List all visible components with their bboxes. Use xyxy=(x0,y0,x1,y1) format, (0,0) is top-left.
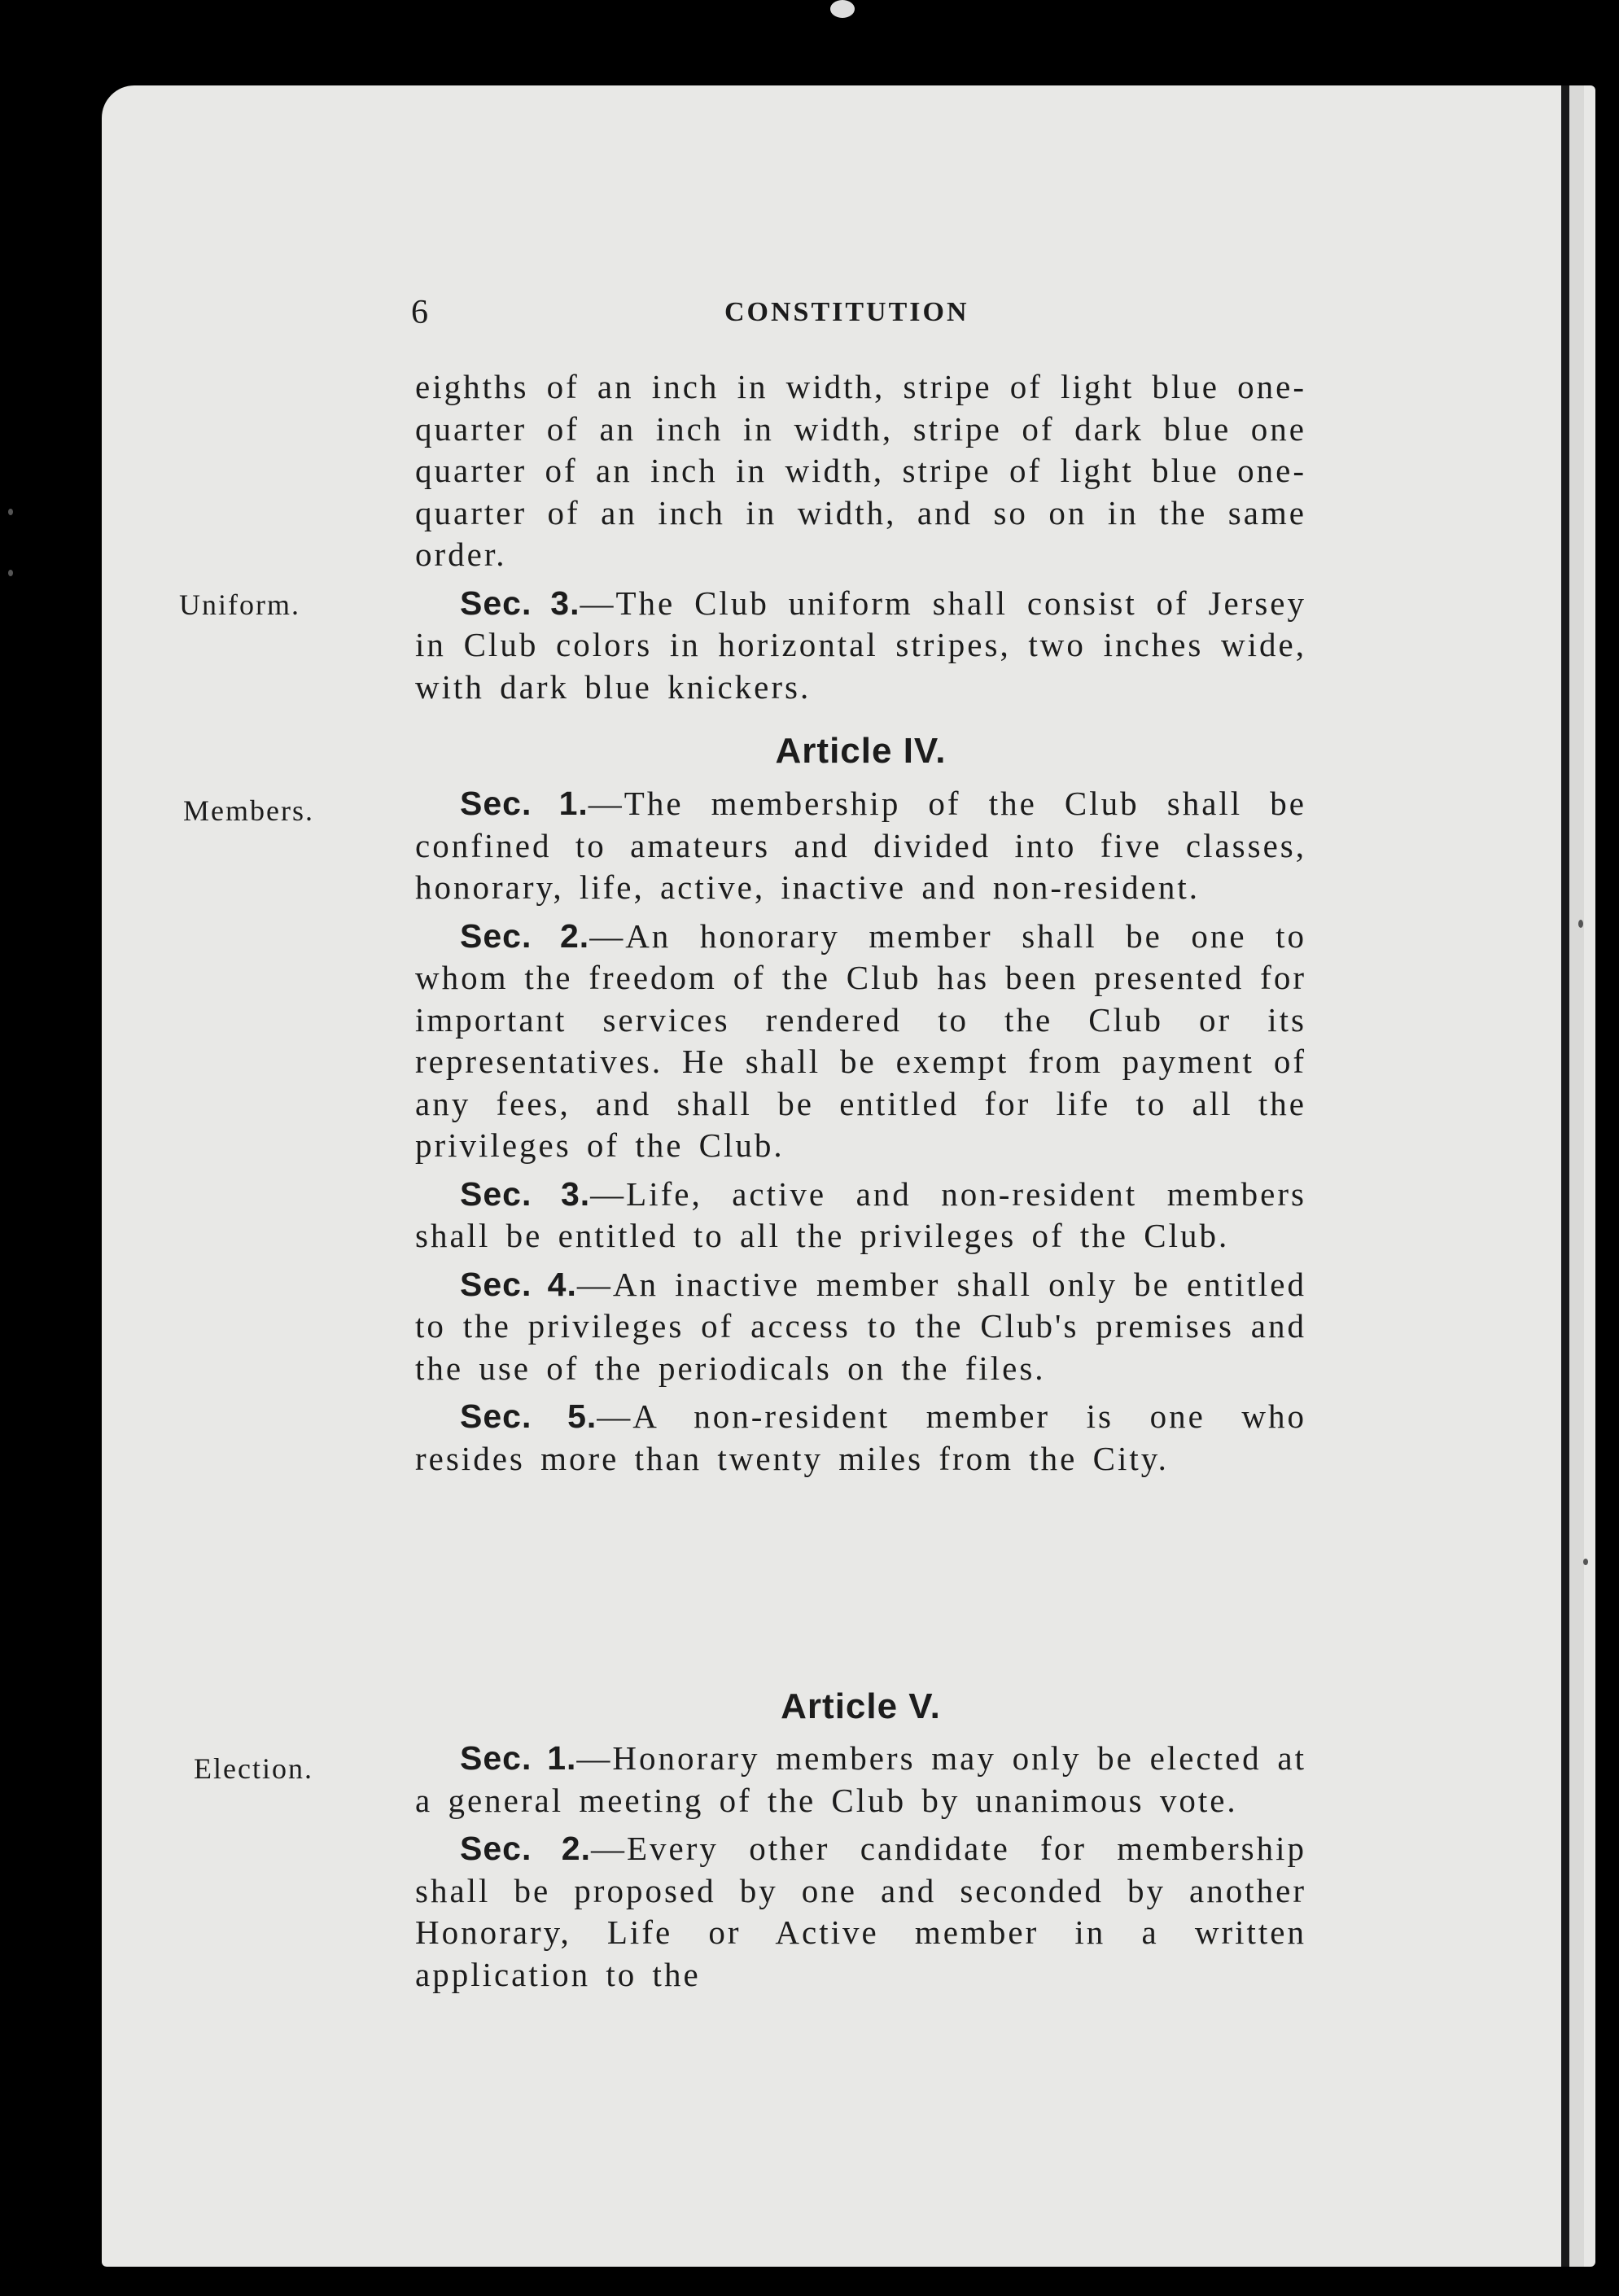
margin-note-election: Election. xyxy=(194,1752,313,1785)
page-edge-shadow xyxy=(1561,85,1569,2267)
scan-artifact xyxy=(1578,920,1583,928)
scan-artifact xyxy=(1583,1559,1588,1565)
scan-artifact xyxy=(8,570,13,576)
margin-note-uniform: Uniform. xyxy=(179,588,300,621)
margin-note-members: Members. xyxy=(183,794,314,827)
running-title: CONSTITUTION xyxy=(724,297,969,327)
article3-section-3: Sec. 3.—The Club uniform shall consist of Jersey in Club colors in horizontal stripes, two inches wide, with dark blue knickers. xyxy=(415,584,1306,706)
text-block-continued xyxy=(415,366,1306,715)
article4-section-3: Sec. 3.—Life, active and non-resident members shall be entitled to all the privileges of the Club. xyxy=(415,1174,1306,1254)
scan-artifact xyxy=(8,509,13,515)
article-5-body xyxy=(415,1738,1306,2002)
page-number: 6 xyxy=(411,294,428,331)
article4-section-1: Sec. 1.—The membership of the Club shall be confined to amateurs and divided into five classes, honorary, life, active, inactive and non-resident. xyxy=(415,785,1306,906)
article5-section-1: Sec. 1.—Honorary members may only be elected at a general meeting of the Club by unanimous vote. xyxy=(415,1739,1306,1819)
article-5-heading: Article V. xyxy=(781,1686,941,1726)
article-4-heading: Article IV. xyxy=(775,731,947,771)
article4-section-2: Sec. 2.—An honorary member shall be one to whom the freedom of the Club has been presented for important services rendered to the Club or its representatives. He shall be exempt from payment of any fees, and shall be entitled for life to all the privileges of the Club. xyxy=(415,916,1306,1164)
scan-artifact xyxy=(830,0,855,18)
article5-section-2: Sec. 2.—Every other candidate for membership shall be proposed by one and seconded by another Honorary, Life or Active member in a written application to the xyxy=(415,1830,1306,1993)
next-page-strip xyxy=(1569,85,1584,2267)
article4-section-4: Sec. 4.—An inactive member shall only be entitled to the privileges of access to the Club's premises and the use of the periodicals on the files. xyxy=(415,1265,1306,1387)
paragraph-continued: eighths of an inch in width, stripe of light blue one-quarter of an inch in width, stripe of dark blue one quarter of an inch in width, stripe of light blue one-quarter of an inch in width, and so on in the same order. xyxy=(415,368,1306,573)
article-4-body xyxy=(415,783,1306,1486)
article4-section-5: Sec. 5.—A non-resident member is one who resides more than twenty miles from the City. xyxy=(415,1397,1306,1477)
